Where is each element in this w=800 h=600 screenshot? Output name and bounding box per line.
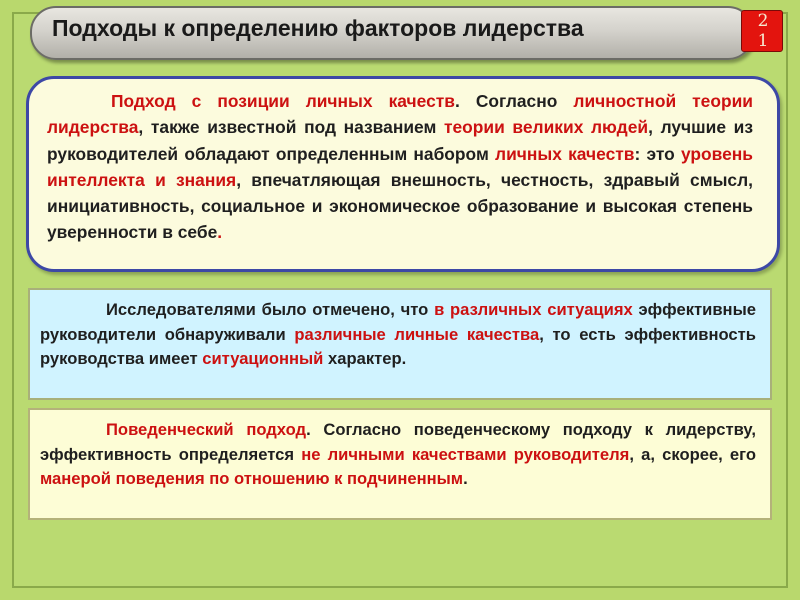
page-number-bottom: 1 xyxy=(757,31,769,51)
text-segment: манерой поведения по отношению к подчиненным xyxy=(40,469,464,488)
text-segment: . Согласно xyxy=(454,91,574,111)
text-segment: Поведенческий подход xyxy=(106,420,307,439)
page-number-badge xyxy=(741,10,783,52)
text-segment: Подход с позиции личных качеств xyxy=(111,91,455,111)
text-segment: эффективные руководители обнаруживали xyxy=(40,300,756,344)
slide-title: Подходы к определению факторов лидерства xyxy=(52,15,584,41)
behavioral-paragraph xyxy=(40,418,756,492)
page-number-top: 2 xyxy=(757,11,769,31)
personal-qualities-block xyxy=(26,76,780,272)
text-segment: в различных ситуациях xyxy=(434,300,633,319)
text-segment: . xyxy=(217,222,223,243)
text-segment: характер. xyxy=(323,349,407,368)
text-segment: личностной теории лидерства xyxy=(47,91,753,138)
text-segment: Исследователями было отмечено, что xyxy=(106,300,435,319)
text-segment: , а, скорее, его xyxy=(629,444,756,464)
text-segment: уровень интеллекта и знания xyxy=(47,143,753,190)
situational-paragraph xyxy=(40,298,756,372)
personal-qualities-paragraph xyxy=(47,88,753,246)
text-segment: личных качеств xyxy=(495,143,635,164)
situational-block xyxy=(28,288,772,400)
text-segment: , впечатляющая внешность, честность, здравый смысл, инициативность, социальное и экономическое образование и высокая степень уверенности в себе xyxy=(47,169,753,243)
text-segment: не личными качествами руководителя xyxy=(301,444,630,464)
text-segment: различные личные качества xyxy=(294,324,540,344)
text-segment: ситуационный xyxy=(202,349,324,368)
text-segment: , также известной под названием xyxy=(138,117,444,138)
text-segment: : это xyxy=(634,143,681,164)
text-segment: . Согласно поведенческому подходу к лидерству, эффективность определяется xyxy=(40,420,756,464)
behavioral-block xyxy=(28,408,772,520)
text-segment: , то есть эффективность руководства имеет xyxy=(40,324,756,368)
text-segment: теории великих людей xyxy=(443,117,649,138)
text-segment: , лучшие из руководителей обладают определенным набором xyxy=(47,117,753,164)
text-segment: . xyxy=(463,469,468,488)
